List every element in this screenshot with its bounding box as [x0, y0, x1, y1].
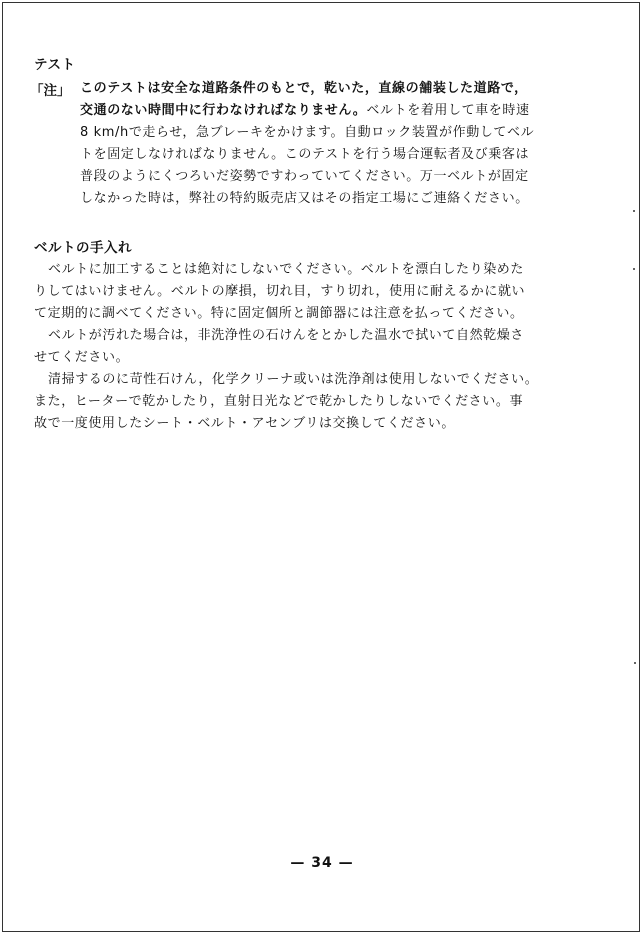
- care-line-7: また，ヒーターで乾かしたり，直射日光などで乾かしたりしないでください。事: [34, 394, 524, 409]
- test-line-2-bold: 交通のない時間中に行わなければなりません。: [80, 103, 367, 118]
- care-line-6: 清掃するのに苛性石けん，化学クリーナ或いは洗浄剤は使用しないでください。: [48, 372, 539, 387]
- scan-speck: [633, 268, 635, 270]
- scan-speck: [633, 210, 635, 212]
- scan-speck: [634, 662, 636, 664]
- note-label: 「注」: [30, 83, 71, 99]
- care-line-3: て定期的に調べてください。特に固定個所と調節器には注意を払ってください。: [34, 306, 524, 321]
- care-line-4: ベルトが汚れた場合は，非洗浄性の石けんをとかした温水で拭いて自然乾燥さ: [48, 328, 525, 343]
- test-heading: テスト: [34, 57, 76, 73]
- test-line-1: このテストは安全な道路条件のもとで，乾いた，直線の舗装した道路で，: [80, 81, 528, 96]
- test-line-4: トを固定しなければなりません。このテストを行う場合運転者及び乗客は: [80, 147, 530, 162]
- care-line-8: 故で一度使用したシート・ベルト・アセンブリは交換してください。: [34, 416, 455, 431]
- test-line-6: しなかった時は，弊社の特約販売店又はその指定工場にご連絡ください。: [80, 191, 529, 206]
- care-line-5: せてください。: [34, 350, 130, 365]
- page-number: — 34 —: [290, 855, 354, 871]
- care-heading: ベルトの手入れ: [34, 240, 132, 256]
- test-line-5: 普段のようにくつろいだ姿勢ですわっていてください。万一ベルトが固定: [80, 169, 529, 184]
- care-line-2: りしてはいけません。ベルトの摩損，切れ目，すり切れ，使用に耐えるかに就い: [34, 284, 526, 299]
- test-note-body: [80, 78, 610, 210]
- test-line-2: [80, 100, 610, 122]
- care-line-1: ベルトに加工することは絶対にしないでください。ベルトを漂白したり染めた: [48, 262, 525, 277]
- test-line-3: 8 km/hで走らせ，急ブレーキをかけます。自動ロック装置が作動してベル: [80, 125, 535, 140]
- test-line-2-rest: ベルトを着用して車を時速: [366, 103, 530, 118]
- care-body: [34, 259, 614, 435]
